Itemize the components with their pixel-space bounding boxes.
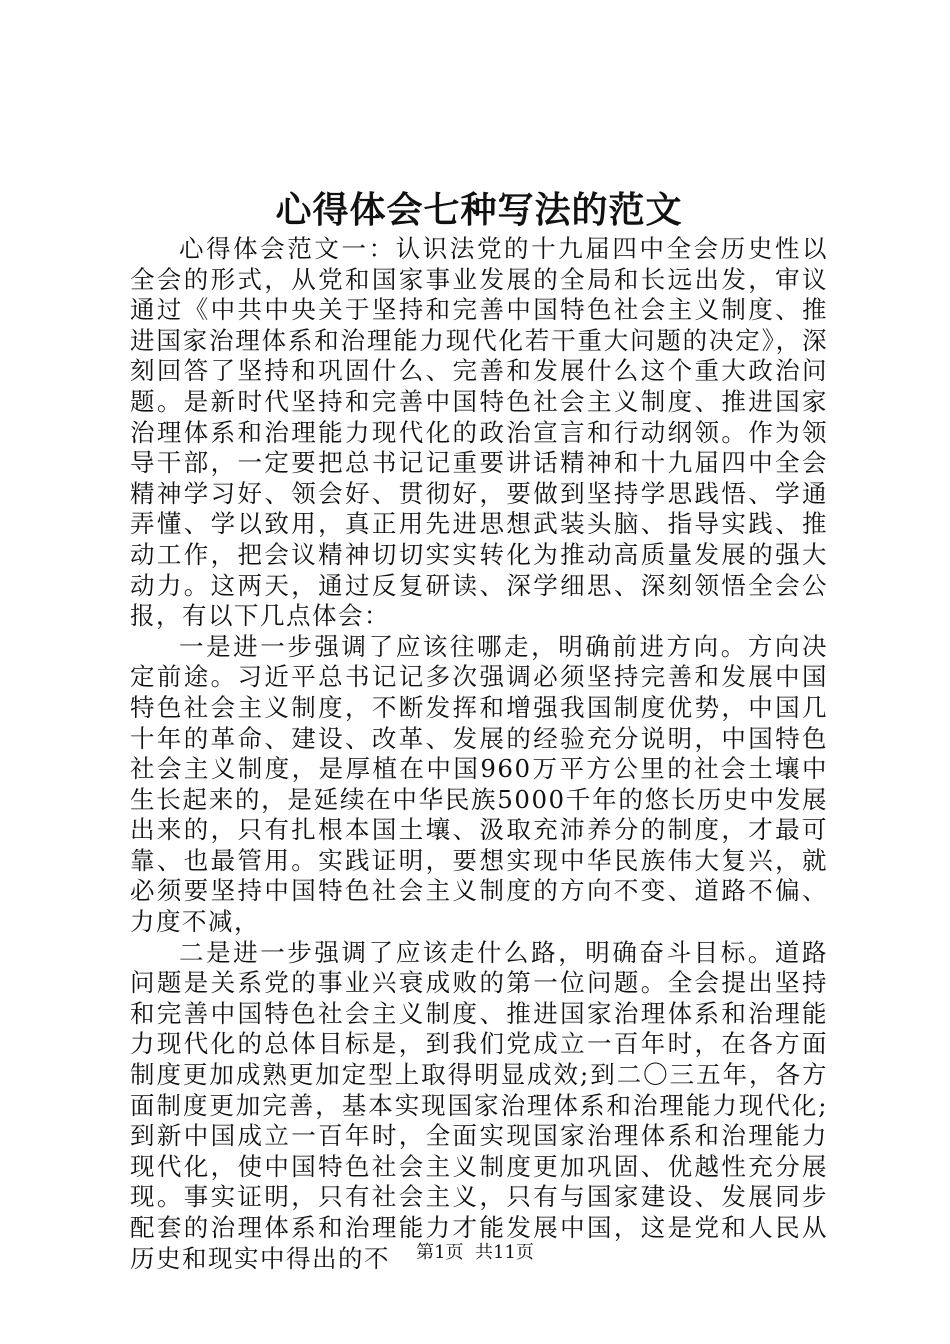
paragraph-1: 心得体会范文一：认识法党的十九届四中全会历史性以全会的形式，从党和国家事业发展的全局和长远出发，审议通过《中共中央关于坚持和完善中国特色社会主义制度、推进国家治理体系和治理能力现代化若干重大问题的决定》，深刻回答了坚持和巩固什么、完善和发展什么这个重大政治问题。是新时代坚持和完善中国特色社会主义制度、推进国家治理体系和治理能力现代化的政治宣言和行动纲领。作为领导干部，一定要把总书记记重要讲话精神和十九届四中全会精神学习好、领会好、贯彻好，要做到坚持学思践悟、学通弄懂、学以致用，真正用先进思想武装头脑、指导实践、推动工作，把会议精神切切实实转化为推动高质量发展的强大动力。这两天，通过反复研读、深学细思、深刻领悟全会公报，有以下几点体会： [130, 234, 828, 631]
document-body [130, 234, 828, 1274]
page-title: 心得体会七种写法的范文 [275, 189, 683, 231]
page-number: 第1页 [416, 1242, 464, 1263]
paragraph-2: 一是进一步强调了应该往哪走，明确前进方向。方向决定前途。习近平总书记记多次强调必须坚持完善和发展中国特色社会主义制度，不断发挥和增强我国制度优势，中国几十年的革命、建设、改革、发展的经验充分说明，中国特色社会主义制度，是厚植在中国960万平方公里的社会土壤中生长起来的，是延续在中华民族5000千年的悠长历史中发展出来的，只有扎根本国土壤、汲取充沛养分的制度，才最可靠、也最管用。实践证明，要想实现中华民族伟大复兴，就必须要坚持中国特色社会主义制度的方向不变、道路不偏、力度不减， [130, 631, 828, 937]
paragraph-3: 二是进一步强调了应该走什么路，明确奋斗目标。道路问题是关系党的事业兴衰成败的第一位问题。全会提出坚持和完善中国特色社会主义制度、推进国家治理体系和治理能力现代化的总体目标是，到我们党成立一百年时，在各方面制度更加成熟更加定型上取得明显成效;到二〇三五年，各方面制度更加完善，基本实现国家治理体系和治理能力现代化;到新中国成立一百年时，全面实现国家治理体系和治理能力现代化，使中国特色社会主义制度更加巩固、优越性充分展现。事实证明，只有社会主义，只有与国家建设、发展同步配套的治理体系和治理能力才能发展中国，这是党和人民从历史和现实中得出的不 [130, 937, 828, 1273]
page-footer [0, 1240, 950, 1266]
page-total: 共11页 [475, 1242, 534, 1263]
